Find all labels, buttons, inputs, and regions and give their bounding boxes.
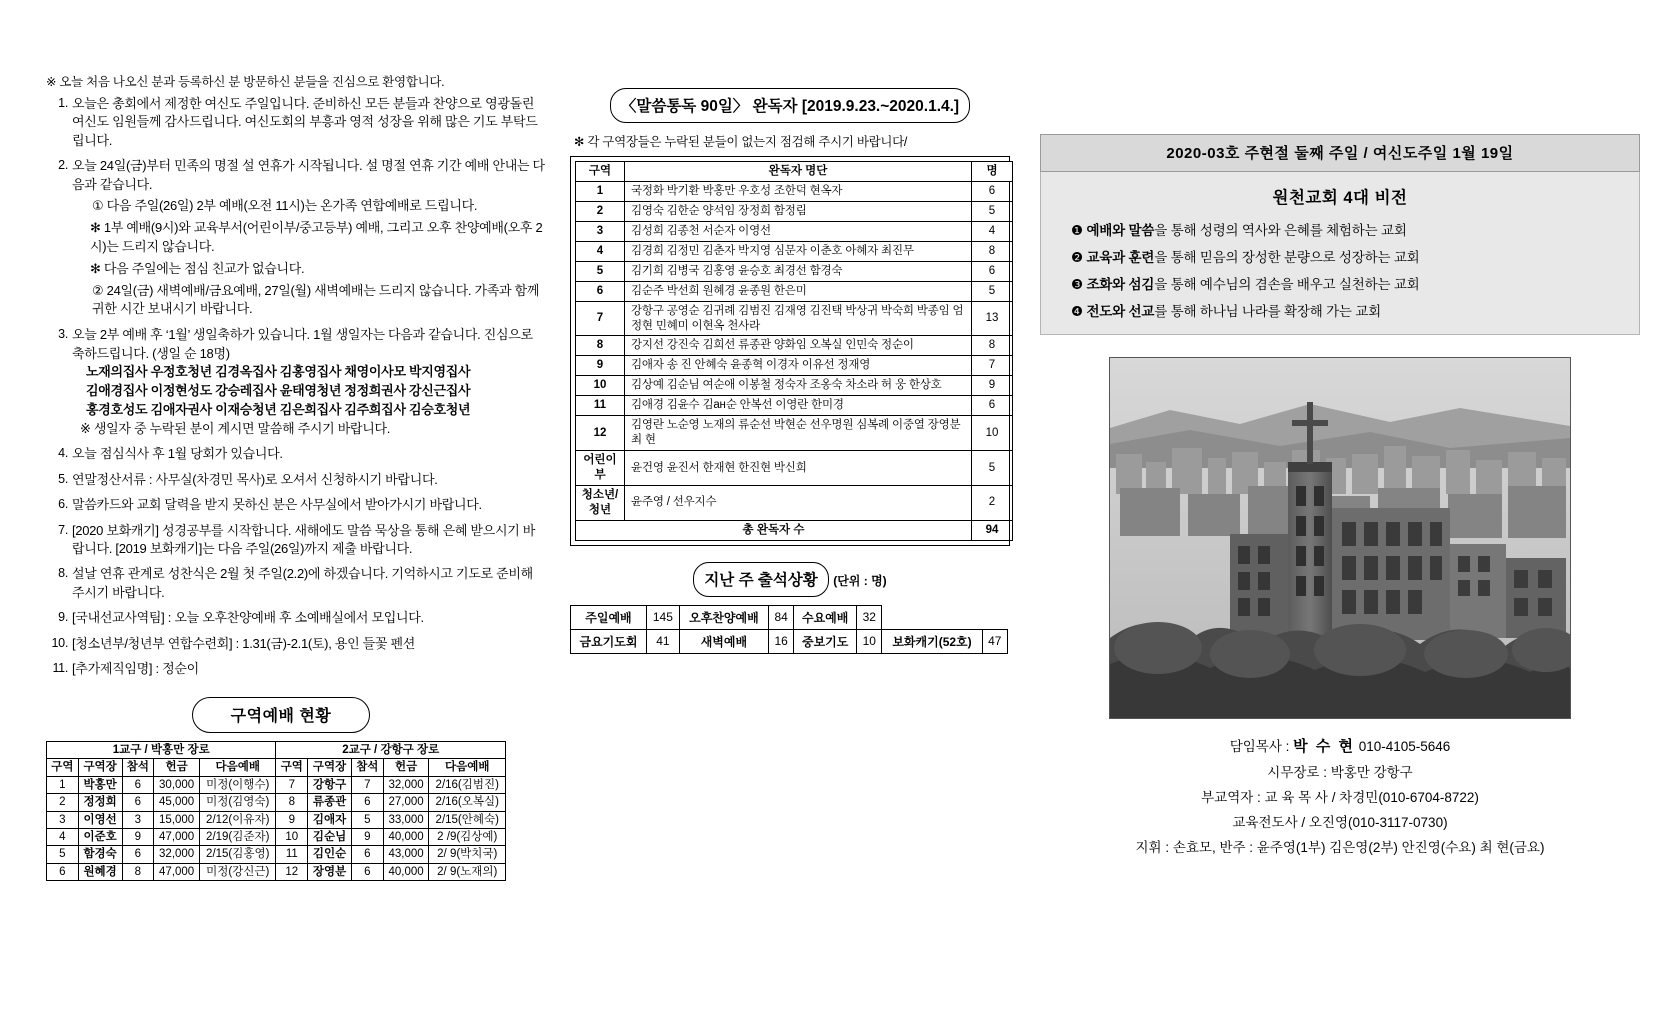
district-cell: 정정희 [78, 794, 122, 811]
table-row [47, 776, 506, 793]
reading-district: 1 [576, 181, 625, 201]
district-cell: 8 [276, 794, 308, 811]
district-column-header: 다음예배 [429, 759, 506, 776]
reading-total-label: 총 완독자 수 [576, 520, 972, 540]
district-cell: 장영분 [308, 863, 352, 880]
reading-names: 김기희 김병국 김홍영 윤승호 최경선 함경숙 [625, 261, 972, 281]
announcement-sub: ② 24일(금) 새벽예배/금요예배, 27일(월) 새벽예배는 드리지 않습니다. 가족과 함께 귀한 시간 보내시기 바랍니다. [92, 282, 540, 317]
district-cell: 9 [351, 828, 383, 845]
announcement-item [46, 326, 546, 438]
table-row [47, 828, 506, 845]
reading-district: 9 [576, 356, 625, 376]
announcement-number: 10. [51, 635, 68, 650]
district-cell: 미정(이행수) [200, 776, 276, 793]
announcement-sub: ① 다음 주일(26일) 2부 예배(오전 11시)는 온가족 연합예배로 드립니다. [92, 198, 478, 214]
announcement-item [46, 471, 546, 489]
attendance-label: 금요기도회 [571, 629, 647, 653]
reading-names: 김영숙 김한순 양석임 장정희 함정림 [625, 201, 972, 221]
vision-keyword: 조화와 섬김 [1086, 277, 1155, 292]
announcement-item [46, 496, 546, 514]
district-cell: 7 [351, 776, 383, 793]
announcement-text: [추가제직임명] : 정순이 [72, 661, 199, 677]
announcement-text: 설날 연휴 관계로 성찬식은 2월 첫 주일(2.2)에 하겠습니다. 기억하시고 기도로 준비해 주시기 바랍니다. [72, 566, 533, 600]
announcement-text: 오늘은 총회에서 제정한 여신도 주일입니다. 준비하신 모든 분들과 찬양으로 영광돌린 여신도 임원들께 감사드립니다. 여신도회의 부흥과 영적 성장을 위해 많은 기도 부탁드립니다. [72, 96, 538, 148]
bulletin-issue-header: 2020-03호 주현절 둘째 주일 / 여신도주일 1월 19일 [1040, 134, 1640, 172]
district-cell: 4 [47, 828, 79, 845]
district-cell: 강항구 [308, 776, 352, 793]
announcement-number: 7. [58, 522, 68, 537]
vision-keyword: 교육과 훈련 [1086, 250, 1155, 265]
reading-count: 9 [972, 376, 1013, 396]
district-cell: 7 [276, 776, 308, 793]
table-row [571, 629, 1008, 653]
vision-text: 을 통해 예수님의 겸손을 배우고 실천하는 교회 [1154, 277, 1420, 292]
district-title: 구역예배 현황 [192, 697, 370, 733]
reading-names: 김성희 김종천 서순자 이영선 [625, 221, 972, 241]
district-cell: 11 [276, 846, 308, 863]
reading-district: 11 [576, 396, 625, 416]
district-cell: 1 [47, 776, 79, 793]
announcement-number: 4. [58, 446, 68, 461]
district-cell: 류종관 [308, 794, 352, 811]
table-row [576, 396, 1013, 416]
vision-marker: ❹ [1071, 304, 1083, 319]
attendance-table [570, 605, 1008, 654]
vision-marker: ❸ [1071, 277, 1083, 292]
reading-count: 6 [972, 181, 1013, 201]
reading-notice: ✻ 각 구역장들은 누락된 분들이 없는지 점검해 주시기 바랍니다/ [574, 135, 908, 149]
reading-count: 13 [972, 301, 1013, 336]
reading-count: 5 [972, 201, 1013, 221]
district-cell: 40,000 [383, 863, 429, 880]
district-column-header: 구역장 [78, 759, 122, 776]
district-table [46, 741, 506, 881]
table-row [576, 451, 1013, 486]
table-row [576, 181, 1013, 201]
district-column-header: 구역 [276, 759, 308, 776]
reading-count: 10 [972, 416, 1013, 451]
church-photo [1109, 357, 1571, 719]
staff-list [1040, 733, 1640, 861]
district-cell: 2/ 9(노재의) [429, 863, 506, 880]
reading-district: 12 [576, 416, 625, 451]
announcement-item [46, 522, 546, 559]
church-photo-illustration [1110, 358, 1570, 718]
reading-names: 윤건영 윤진서 한재현 한진현 박신희 [625, 451, 972, 486]
vision-text: 을 통해 성령의 역사와 은혜를 체험하는 교회 [1154, 223, 1407, 238]
vision-marker: ❶ [1071, 223, 1083, 238]
district-cell: 김순님 [308, 828, 352, 845]
staff-line: 지휘 : 손효모, 반주 : 윤주영(1부) 김은영(2부) 안진영(수요) 최 현(금요) [1135, 839, 1545, 855]
district-column-header: 참석 [351, 759, 383, 776]
attendance-title-wrap [570, 562, 1010, 597]
district-cell: 33,000 [383, 811, 429, 828]
attendance-label: 새벽예배 [679, 629, 768, 653]
reading-district: 8 [576, 336, 625, 356]
announcement-subsub: ✻ 1부 예배(9시)와 교육부서(어린이부/중고등부) 예배, 그리고 오후 찬양예배(오후 2시)는 드리지 않습니다. [90, 220, 543, 254]
district-cell: 2/15(김홍영) [200, 846, 276, 863]
announcement-item [46, 609, 546, 627]
district-cell: 47,000 [154, 828, 200, 845]
attendance-label: 보화캐기(52호) [882, 629, 982, 653]
district-cell: 40,000 [383, 828, 429, 845]
attendance-section [570, 562, 1010, 654]
district-cell: 2/19(김준자) [200, 828, 276, 845]
staff-line: 부교역자 : 교 육 목 사 / 차경민(010-6704-8722) [1201, 789, 1479, 805]
reading-district: 어린이부 [576, 451, 625, 486]
district-cell: 9 [122, 828, 154, 845]
announcement-text: 오늘 점심식사 후 1월 당회가 있습니다. [72, 446, 283, 462]
announcement-number: 3. [58, 327, 68, 342]
reading-names: 김순주 박선희 원혜경 윤종원 한은미 [625, 281, 972, 301]
announcement-item [46, 635, 546, 653]
vision-list [1057, 219, 1623, 320]
district-cell: 2/ 9(박치국) [429, 846, 506, 863]
attendance-value: 10 [857, 629, 882, 653]
announcement-item [46, 445, 546, 463]
reading-title: 〈말씀통독 90일〉 완독자 [2019.9.23.~2020.1.4.] [610, 88, 970, 123]
announcement-text: 오늘 24일(금)부터 민족의 명절 설 연휴가 시작됩니다. 설 명절 연휴 기간 예배 안내는 다음과 같습니다. [72, 158, 545, 192]
reading-count: 2 [972, 485, 1013, 520]
reading-col-header: 구역 [576, 162, 625, 182]
reading-names: 김경희 김정민 김춘자 박지영 심문자 이춘호 아혜자 최진무 [625, 241, 972, 261]
reading-table-frame [570, 156, 1010, 546]
table-row [576, 416, 1013, 451]
district-group-header: 1교구 / 박홍만 장로 [47, 742, 276, 759]
reading-names: 김애경 김윤수 김ан순 안복선 이영란 한미경 [625, 396, 972, 416]
district-cell: 2/12(이유자) [200, 811, 276, 828]
district-column-header: 헌금 [383, 759, 429, 776]
reading-count: 5 [972, 281, 1013, 301]
table-row [47, 846, 506, 863]
table-row [576, 201, 1013, 221]
district-cell: 박홍만 [78, 776, 122, 793]
reading-col-header: 명 [972, 162, 1013, 182]
district-cell: 3 [122, 811, 154, 828]
district-cell: 27,000 [383, 794, 429, 811]
vision-box [1040, 172, 1640, 335]
reading-col-header: 완독자 명단 [625, 162, 972, 182]
district-cell: 김애자 [308, 811, 352, 828]
vision-text: 을 통해 믿음의 장성한 분량으로 성장하는 교회 [1154, 250, 1420, 265]
district-cell: 15,000 [154, 811, 200, 828]
attendance-value: 16 [768, 629, 793, 653]
announcements-column [46, 72, 546, 686]
reading-table [575, 161, 1013, 541]
table-row [47, 794, 506, 811]
announcement-number: 9. [58, 610, 68, 625]
district-cell: 2 [47, 794, 79, 811]
table-row [576, 221, 1013, 241]
reading-count: 8 [972, 241, 1013, 261]
vision-item [1071, 246, 1623, 266]
attendance-value: 47 [982, 629, 1007, 653]
attendance-value: 41 [646, 629, 679, 653]
district-cell: 미정(김영숙) [200, 794, 276, 811]
district-cell: 12 [276, 863, 308, 880]
reading-names: 김영란 노순영 노재의 류순선 박현순 선우명원 심복례 이중열 장영분 최 현 [625, 416, 972, 451]
district-cell: 5 [47, 846, 79, 863]
attendance-title: 지난 주 출석상황 [693, 562, 828, 597]
vision-marker: ❷ [1071, 250, 1083, 265]
district-cell: 이영선 [78, 811, 122, 828]
announcement-text: [청소년부/청년부 연합수련회] : 1.31(금)-2.1(토), 용인 들꽃 펜션 [72, 635, 416, 651]
bible-reading-column [570, 88, 1010, 654]
announcement-item [46, 565, 546, 602]
vision-keyword: 예배와 말씀 [1086, 223, 1155, 238]
reading-names: 강지선 강진숙 김희선 류종관 양화임 오복실 인민숙 정순이 [625, 336, 972, 356]
birthday-name-line: 노재의집사 우정호청년 김경옥집사 김홍영집사 채영이사모 박지영집사 [86, 364, 471, 380]
district-cell: 2/16(오복실) [429, 794, 506, 811]
district-cell: 5 [351, 811, 383, 828]
reading-count: 5 [972, 451, 1013, 486]
birthday-note: ※ 생일자 중 누락된 분이 계시면 말씀해 주시기 바랍니다. [80, 420, 391, 436]
district-group-header-row [47, 742, 506, 759]
birthday-name-line: 김애경집사 이정현성도 강승레집사 윤태영청년 정정희권사 강신근집사 [86, 383, 471, 399]
district-cell: 6 [122, 776, 154, 793]
district-column-header: 다음예배 [200, 759, 276, 776]
attendance-unit: (단위 : 명) [833, 573, 887, 588]
welcome-note: ※ 오늘 처음 나오신 분과 등록하신 분 방문하신 분들을 진심으로 환영합니다. [46, 75, 445, 89]
announcement-item [46, 95, 546, 150]
announcement-number: 5. [58, 471, 68, 486]
reading-names: 국정화 박기환 박홍만 우호성 조한덕 현옥자 [625, 181, 972, 201]
reading-count: 6 [972, 261, 1013, 281]
district-cell: 47,000 [154, 863, 200, 880]
reading-district: 4 [576, 241, 625, 261]
district-cell: 김인순 [308, 846, 352, 863]
reading-district: 10 [576, 376, 625, 396]
vision-keyword: 전도와 선교 [1086, 304, 1155, 319]
announcement-subsub: ✻ 다음 주일에는 점심 친교가 없습니다. [90, 260, 305, 276]
district-column-header: 참석 [122, 759, 154, 776]
district-cell: 2/15(안혜숙) [429, 811, 506, 828]
district-cell: 미정(강신근) [200, 863, 276, 880]
reading-names: 김상예 김순님 여순애 이봉철 정숙자 조옹숙 차소라 허 웅 한상호 [625, 376, 972, 396]
reading-total-value: 94 [972, 520, 1013, 540]
vision-text: 를 통해 하나님 나라를 확장해 가는 교회 [1154, 304, 1381, 319]
attendance-value: 84 [768, 605, 793, 629]
district-cell: 32,000 [383, 776, 429, 793]
reading-count: 8 [972, 336, 1013, 356]
table-row [47, 863, 506, 880]
table-row [576, 485, 1013, 520]
announcement-number: 8. [58, 566, 68, 581]
table-row [576, 376, 1013, 396]
staff-extra: 010-4105-5646 [1354, 739, 1451, 754]
announcement-number: 2. [58, 158, 68, 173]
attendance-value: 145 [646, 605, 679, 629]
reading-names: 김애자 송 진 안혜숙 윤종혁 이경자 이유선 정재영 [625, 356, 972, 376]
district-column-header: 구역장 [308, 759, 352, 776]
vision-item [1071, 300, 1623, 320]
reading-header-row [576, 162, 1013, 182]
district-cell: 이준호 [78, 828, 122, 845]
announcement-item [46, 660, 546, 678]
table-row [576, 301, 1013, 336]
district-cell: 30,000 [154, 776, 200, 793]
attendance-label: 중보기도 [794, 629, 857, 653]
announcement-text: 오늘 2부 예배 후 ‘1월’ 생일축하가 있습니다. 1월 생일자는 다음과 같습니다. 진심으로 축하드립니다. (생일 순 18명) [72, 327, 533, 361]
attendance-label: 수요예배 [794, 605, 857, 629]
district-cell: 45,000 [154, 794, 200, 811]
announcement-number: 11. [52, 661, 68, 676]
attendance-value: 32 [857, 605, 882, 629]
district-cell: 6 [351, 846, 383, 863]
announcement-text: [국내선교사역팀] : 오늘 오후찬양예배 후 소예배실에서 모입니다. [72, 610, 424, 626]
bulletin-header-column [1040, 134, 1640, 861]
district-column-header: 구역 [47, 759, 79, 776]
district-cell: 9 [276, 811, 308, 828]
announcement-text: [2020 보화캐기] 성경공부를 시작합니다. 새해에도 말씀 묵상을 통해 은혜 받으시기 바랍니다. [2019 보화캐기]는 다음 주일(26일)까지 제출 바랍니다. [72, 522, 536, 557]
reading-district: 5 [576, 261, 625, 281]
reading-district: 청소년/청년 [576, 485, 625, 520]
district-cell: 원혜경 [78, 863, 122, 880]
announcement-text: 말씀카드와 교회 달력을 받지 못하신 분은 사무실에서 받아가시기 바랍니다. [72, 497, 482, 513]
reading-district: 3 [576, 221, 625, 241]
district-cell: 2/16(김범진) [429, 776, 506, 793]
district-cell: 2 /9(김상예) [429, 828, 506, 845]
district-column-header: 헌금 [154, 759, 200, 776]
birthday-name-line: 홍경호성도 김애자권사 이재승청년 김은희집사 김주희집사 김승호청년 [86, 401, 471, 417]
district-cell: 6 [122, 794, 154, 811]
district-cell: 32,000 [154, 846, 200, 863]
announcement-number: 1. [58, 96, 68, 110]
reading-count: 4 [972, 221, 1013, 241]
table-row [576, 281, 1013, 301]
vision-item [1071, 273, 1623, 293]
district-group-header: 2교구 / 강항구 장로 [276, 742, 506, 759]
district-cell: 6 [351, 794, 383, 811]
reading-title-wrap [570, 88, 1010, 123]
district-cell: 6 [351, 863, 383, 880]
table-row [47, 811, 506, 828]
attendance-label: 주일예배 [571, 605, 647, 629]
reading-total-row [576, 520, 1013, 540]
district-worship-section [46, 697, 516, 881]
table-row [571, 605, 1008, 629]
announcement-text: 연말정산서류 : 사무실(차경민 목사)로 오셔서 신청하시기 바랍니다. [72, 471, 438, 487]
reading-district: 6 [576, 281, 625, 301]
district-cell: 함경숙 [78, 846, 122, 863]
table-row [576, 356, 1013, 376]
staff-line [1040, 733, 1640, 761]
attendance-label: 오후찬양예배 [679, 605, 768, 629]
district-cell: 43,000 [383, 846, 429, 863]
staff-label: 담임목사 : [1229, 739, 1294, 754]
table-row [576, 336, 1013, 356]
staff-line: 시무장로 : 박홍만 강항구 [1267, 764, 1413, 780]
district-cell: 3 [47, 811, 79, 828]
district-cell: 10 [276, 828, 308, 845]
vision-title: 원천교회 4대 비전 [1272, 189, 1408, 207]
district-cell: 8 [122, 863, 154, 880]
table-row [576, 261, 1013, 281]
reading-names: 강항구 공영순 김귀례 김범진 김재영 김진택 박상귀 박숙희 박종임 엄정현 민혜미 이현옥 천사라 [625, 301, 972, 336]
announcement-item [46, 157, 546, 319]
reading-district: 7 [576, 301, 625, 336]
reading-count: 7 [972, 356, 1013, 376]
reading-count: 6 [972, 396, 1013, 416]
reading-names: 윤주영 / 선우지수 [625, 485, 972, 520]
announcement-number: 6. [58, 497, 68, 512]
staff-line: 교육전도사 / 오진영(010-3117-0730) [1232, 814, 1448, 830]
district-column-header-row [47, 759, 506, 776]
staff-name: 박 수 현 [1293, 738, 1355, 755]
district-cell: 6 [122, 846, 154, 863]
reading-district: 2 [576, 201, 625, 221]
table-row [576, 241, 1013, 261]
district-cell: 6 [47, 863, 79, 880]
vision-item [1071, 219, 1623, 239]
announcement-list [46, 95, 546, 679]
